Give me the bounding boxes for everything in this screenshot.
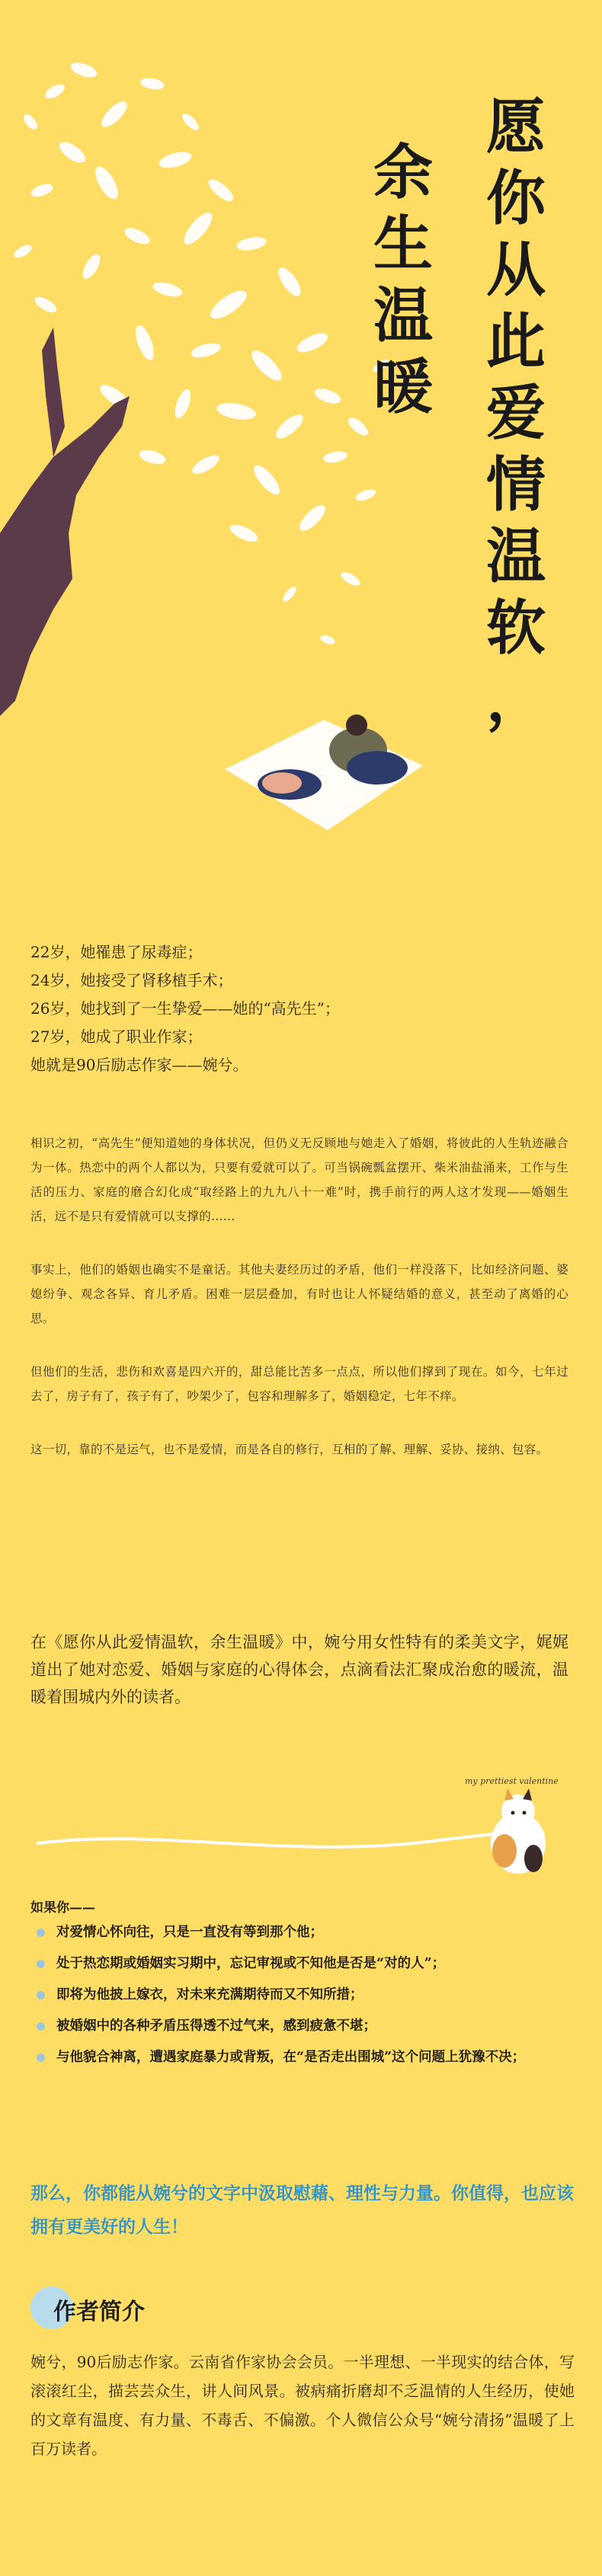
tree-trunk (0, 396, 130, 716)
list-item: 即将为他披上嫁衣，对未来充满期待而又不知所措； (30, 1983, 579, 2007)
story-paragraph: 这一切，靠的不是运气，也不是爱情，而是各自的修行，互相的了解、理解、妥协、接纳、包容。 (30, 1443, 549, 1456)
book-summary: 在《愿你从此爱情温软，余生温暖》中，婉兮用女性特有的柔美文字，娓娓道出了她对恋爱、婚姻与家庭的心得体会，点滴看法汇聚成治愈的暖流，温暖着围城内外的读者。 (30, 1633, 568, 1706)
story-paragraph: 事实上，他们的婚姻也确实不是童话。其他夫妻经历过的矛盾，他们一样没落下，比如经济问题、婆媳纷争、观念各异、育儿矛盾。困难一层层叠加，有时也让人怀疑结婚的意义，甚至动了离婚的心思。 (30, 1263, 568, 1325)
title-column-1: 愿 你 从 此 爱 情 温 软 ， (485, 92, 546, 734)
title-column-2: 余 生 温 暖 (373, 138, 433, 422)
cat-caption: my prettiest valentine (465, 1776, 559, 1786)
author-heading-label: 作者简介 (53, 2299, 145, 2325)
closing-message: 那么，你都能从婉兮的文字中汲取慰藉、理性与力量。你值得，也应该拥有更美好的人生！ (30, 2184, 574, 2237)
author-bio: 婉兮，90后励志作家。云南省作家协会会员。一半理想、一半现实的结合体，写滚滚红尘，描芸芸众生，讲人间风景。被病痛折磨却不乏温情的人生经历，使她的文章有温度、有力量、不毒舌、不偏激。个人微信公众号“婉兮清扬”温暖了上百万读者。 (30, 2353, 575, 2458)
bullet-icon (37, 1929, 45, 1937)
reader-list (30, 1921, 579, 2077)
author-heading (30, 2285, 229, 2331)
list-item: 处于热恋期或婚姻实习期中，忘记审视或不知他是否是“对的人”； (30, 1952, 579, 1976)
bullet-icon (37, 1960, 45, 1968)
if-you-heading: 如果你—— (30, 1900, 95, 1916)
story-paragraphs (30, 1131, 568, 1491)
story-paragraph: 但他们的生活，悲伤和欢喜是四六开的，甜总能比苦多一点点，所以他们撑到了现在。如今，七年过去了，房子有了，孩子有了，吵架少了，包容和理解多了，婚姻稳定，七年不痒。 (30, 1365, 568, 1403)
intro-line: 她就是90后励志作家——婉兮。 (30, 1056, 248, 1074)
bullet-icon (37, 2053, 45, 2062)
divider-cat (0, 1752, 602, 1881)
story-paragraph: 相识之初，“高先生”便知道她的身体状况，但仍义无反顾地与她走入了婚姻，将彼此的人生轨迹融合为一体。热恋中的两个人都以为，只要有爱就可以了。可当锅碗瓢盆摆开、柴米油盐涌来，工作与生活的压力、家庭的磨合幻化成“取经路上的九九八十一难”时，携手前行的两人这才发现——婚姻生活，远不是只有爱情就可以支撑的…… (30, 1136, 568, 1223)
bullet-icon (37, 2022, 45, 2031)
list-item: 对爱情心怀向往，只是一直没有等到那个他； (30, 1921, 579, 1945)
list-item: 被婚姻中的各种矛盾压得透不过气来，感到疲惫不堪； (30, 2015, 579, 2038)
intro-timeline (30, 938, 568, 1079)
wave-divider (38, 1832, 533, 1846)
intro-line: 24岁，她接受了肾移植手术； (30, 971, 233, 989)
intro-line: 26岁，她找到了一生挚爱——她的“高先生”； (30, 999, 340, 1018)
intro-line: 27岁，她成了职业作家； (30, 1028, 203, 1046)
cat-icon (491, 1788, 546, 1874)
tree-branch (42, 328, 65, 457)
intro-line: 22岁，她罹患了尿毒症； (30, 943, 203, 961)
bullet-icon (37, 1991, 45, 1999)
picnic-couple (225, 714, 423, 830)
list-item: 与他貌合神离，遭遇家庭暴力或背叛，在“是否走出围城”这个问题上犹豫不决； (30, 2046, 579, 2069)
